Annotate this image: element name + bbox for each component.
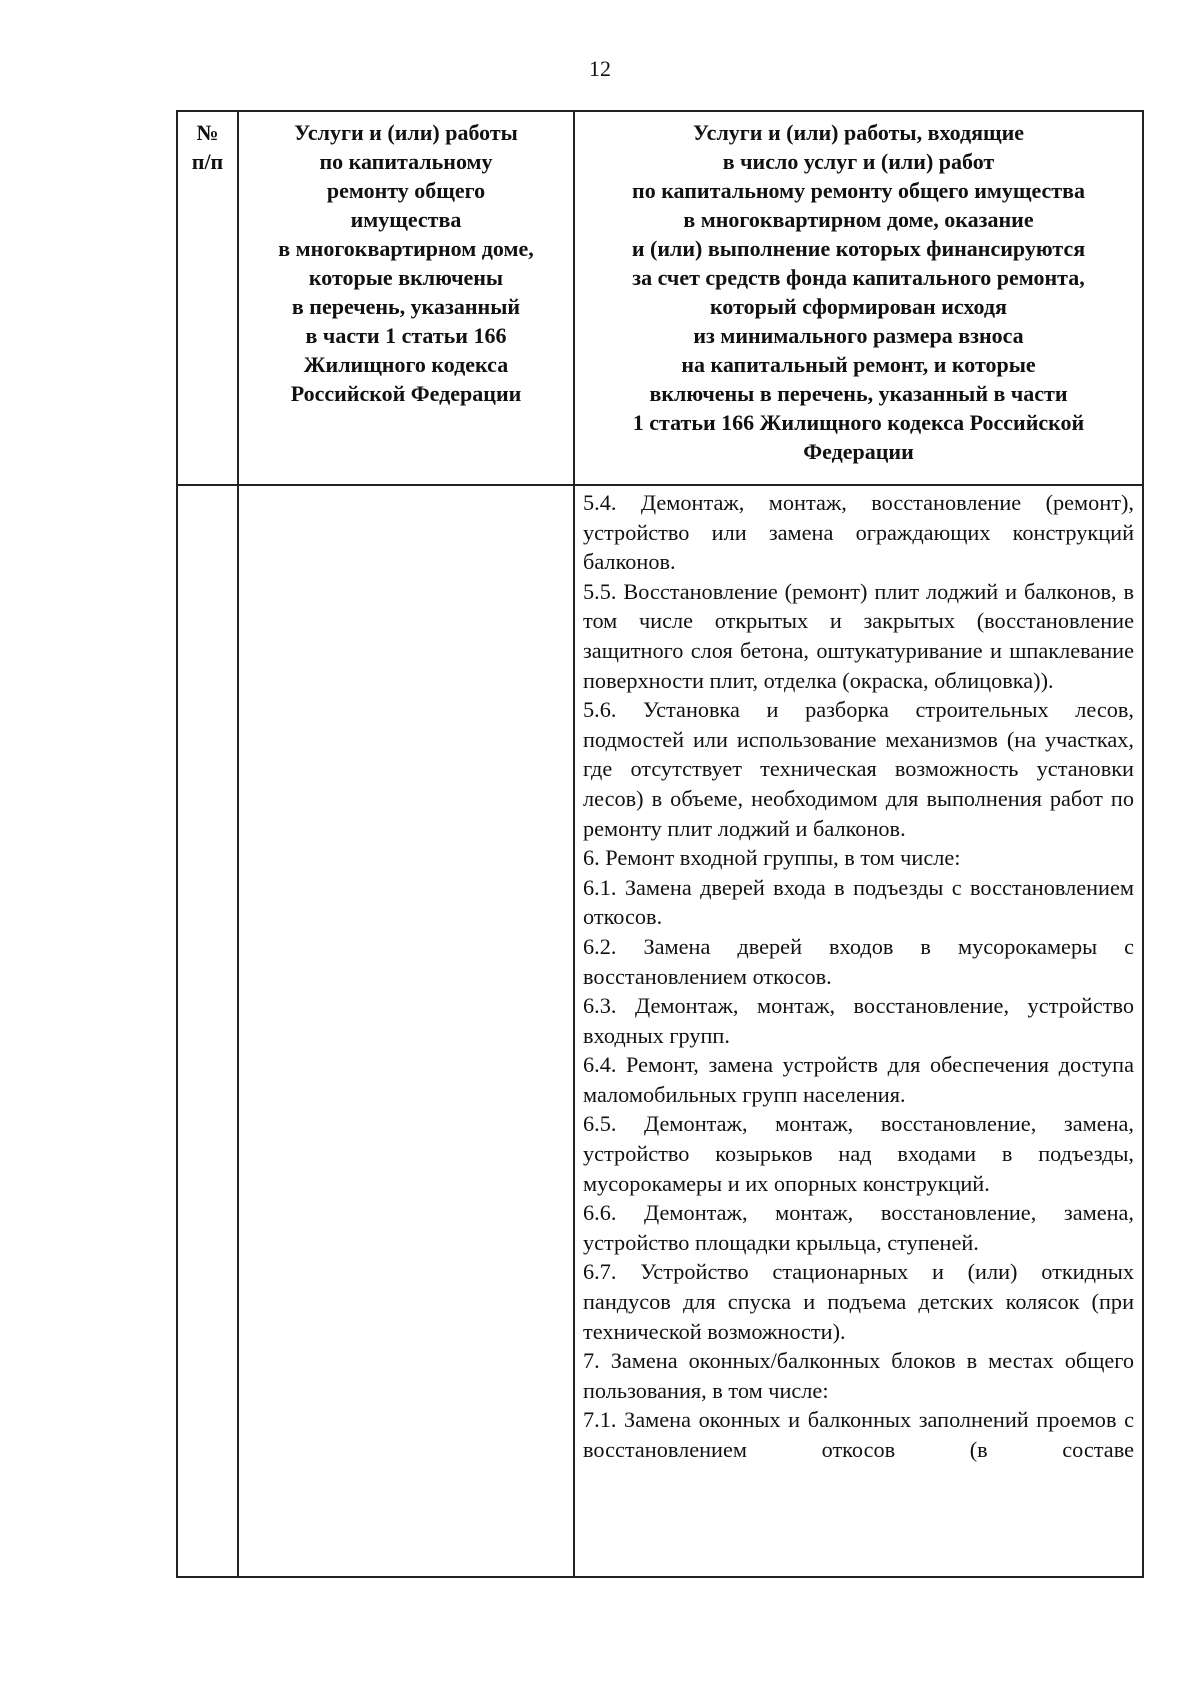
list-item: 5.6. Установка и разборка строительных лесов, подмостей или использование механизмов (на участках, где отсутствует техническая возможность установки лесов) в объеме, необходимом для выполнения работ по ремонту плит лоджий и балконов. <box>583 697 1134 841</box>
cell-service <box>238 485 574 1577</box>
list-item: 7. Замена оконных/балконных блоков в местах общего пользования, в том числе: <box>583 1348 1134 1403</box>
list-item: 6.5. Демонтаж, монтаж, восстановление, замена, устройство козырьков над входами в подъезды, мусорокамеры и их опорных конструкций. <box>583 1111 1134 1196</box>
header-number: № п/п <box>177 111 238 485</box>
list-item: 6.4. Ремонт, замена устройств для обеспечения доступа маломобильных групп населения. <box>583 1052 1134 1107</box>
cell-work-list <box>574 485 1143 1577</box>
table-header-row <box>177 111 1143 485</box>
list-item: 7.1. Замена оконных и балконных заполнений проемов с восстановлением откосов (в составе <box>583 1407 1134 1462</box>
list-item: 6.1. Замена дверей входа в подъезды с восстановлением откосов. <box>583 874 1134 930</box>
header-services: Услуги и (или) работы по капитальному ремонту общего имущества в многоквартирном доме, которые включены в перечень, указанный в части 1 статьи 166 Жилищного кодекса Российской Федерации <box>238 111 574 485</box>
list-item: 6.3. Демонтаж, монтаж, восстановление, устройство входных групп. <box>583 993 1134 1048</box>
capital-repair-table <box>176 110 1144 1578</box>
cell-number <box>177 485 238 1577</box>
list-item: 6. Ремонт входной группы, в том числе: <box>583 845 961 871</box>
list-item: 6.2. Замена дверей входов в мусорокамеры с восстановлением откосов. <box>583 933 1134 989</box>
list-item: 6.6. Демонтаж, монтаж, восстановление, замена, устройство площадки крыльца, ступеней. <box>583 1200 1134 1255</box>
header-financed-services: Услуги и (или) работы, входящие в число услуг и (или) работ по капитальному ремонту общего имущества в многоквартирном доме, оказание и (или) выполнение которых финансируются за счет средств фонда капитального ремонта, который сформирован исходя из минимального размера взноса на капитальный ремонт, и которые включены в перечень, указанный в части 1 статьи 166 Жилищного кодекса Российской Федерации <box>574 111 1143 485</box>
list-item: 5.4. Демонтаж, монтаж, восстановление (ремонт), устройство или замена ограждающих конструкций балконов. <box>583 490 1134 575</box>
table-row <box>177 485 1143 1577</box>
list-item: 5.5. Восстановление (ремонт) плит лоджий и балконов, в том числе открытых и закрытых (восстановление защитного слоя бетона, оштукатуривание и шпаклевание поверхности плит, отделка (окраска, облицовка)). <box>583 578 1134 693</box>
list-item: 6.7. Устройство стационарных и (или) откидных пандусов для спуска и подъема детских колясок (при технической возможности). <box>583 1259 1134 1344</box>
page-number: 12 <box>589 56 611 81</box>
